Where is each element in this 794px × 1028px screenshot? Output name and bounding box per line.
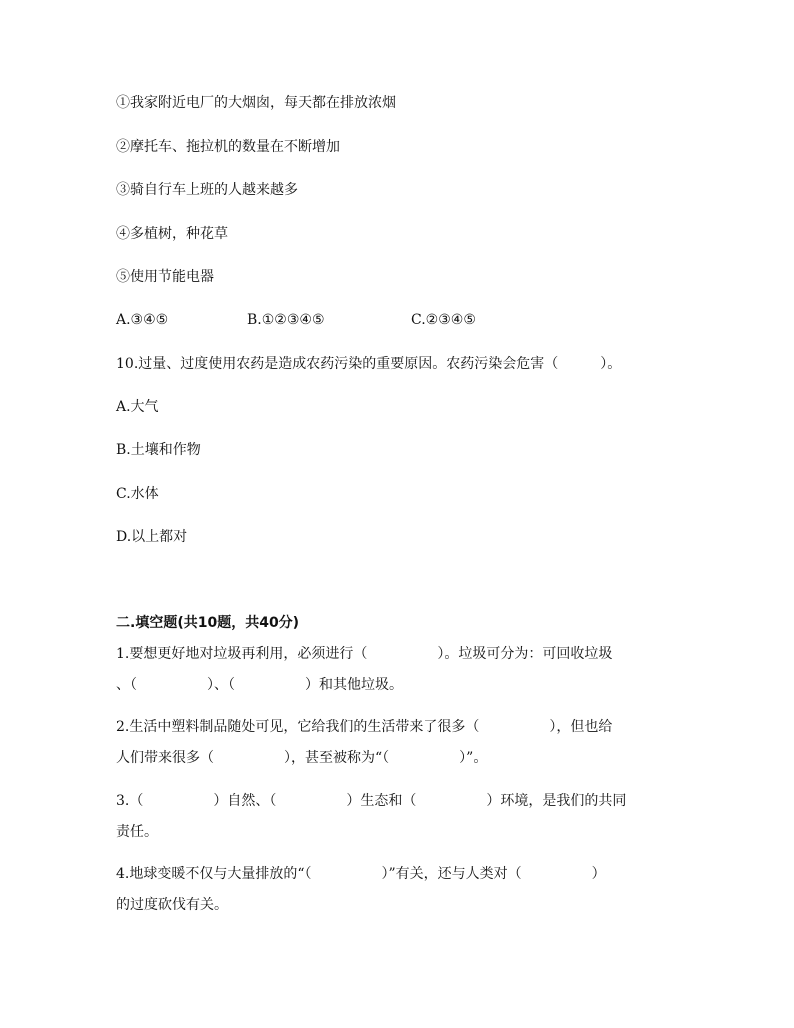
q10-option-d: D.以上都对 bbox=[116, 529, 188, 545]
q9-item-1: ①我家附近电厂的大烟囱，每天都在排放浓烟 bbox=[116, 95, 396, 111]
q10-option-c: C.水体 bbox=[116, 486, 159, 502]
fill-q4-line2: 的过度砍伐有关。 bbox=[116, 897, 228, 913]
q9-item-2: ②摩托车、拖拉机的数量在不断增加 bbox=[116, 139, 340, 155]
q9-item-4: ④多植树，种花草 bbox=[116, 226, 228, 242]
q9-item-3: ③骑自行车上班的人越来越多 bbox=[116, 182, 298, 198]
q9-option-b: B.①②③④⑤ bbox=[247, 312, 325, 328]
q9-option-c: C.②③④⑤ bbox=[411, 312, 476, 328]
fill-q1-line1: 1.要想更好地对垃圾再利用，必须进行（ ）。垃圾可分为：可回收垃圾 bbox=[116, 646, 613, 662]
section-title: 二.填空题(共10题，共40分) bbox=[116, 615, 300, 631]
fill-q4-line1: 4.地球变暖不仅与大量排放的“（ ）”有关，还与人类对（ ） bbox=[116, 866, 606, 882]
q10-stem: 10.过量、过度使用农药是造成农药污染的重要原因。农药污染会危害（ ）。 bbox=[116, 356, 622, 372]
fill-q2-line2: 人们带来很多（ ），甚至被称为“（ ）”。 bbox=[116, 750, 488, 766]
q10-option-a: A.大气 bbox=[116, 399, 159, 415]
fill-q3-line1: 3.（ ）自然、（ ）生态和（ ）环境，是我们的共同 bbox=[116, 793, 627, 809]
q9-options bbox=[116, 311, 476, 329]
fill-q1-line2: 、（ ）、（ ）和其他垃圾。 bbox=[116, 677, 403, 693]
q9-item-5: ⑤使用节能电器 bbox=[116, 269, 214, 285]
fill-q2-line1: 2.生活中塑料制品随处可见，它给我们的生活带来了很多（ ），但也给 bbox=[116, 719, 613, 735]
q10-option-b: B.土壤和作物 bbox=[116, 442, 201, 458]
q9-option-a: A.③④⑤ bbox=[116, 312, 169, 328]
fill-q3-line2: 责任。 bbox=[116, 824, 158, 840]
